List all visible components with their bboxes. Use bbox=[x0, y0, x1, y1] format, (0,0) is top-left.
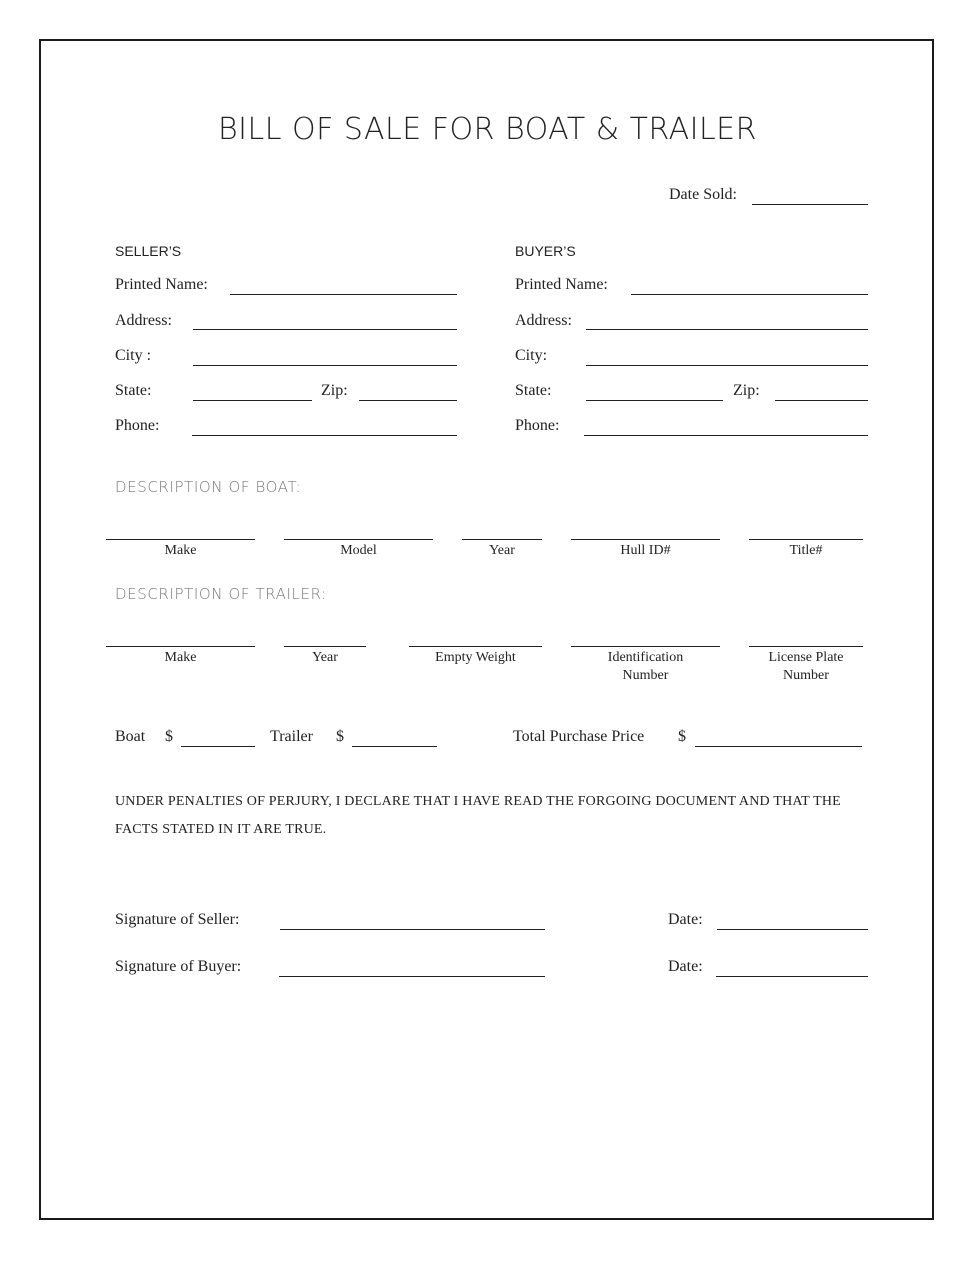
boat-year-field[interactable] bbox=[462, 539, 542, 540]
seller-phone-field[interactable] bbox=[192, 435, 457, 436]
buyer-signature-label: Signature of Buyer: bbox=[115, 958, 242, 975]
trailer-license-plate-field[interactable] bbox=[749, 646, 863, 647]
boat-price-field[interactable] bbox=[181, 746, 255, 747]
seller-heading: SELLER’S bbox=[115, 243, 182, 259]
buyer-signature-field[interactable] bbox=[279, 976, 545, 977]
trailer-empty-weight-caption: Empty Weight bbox=[435, 650, 516, 665]
buyer-date-label: Date: bbox=[668, 958, 703, 975]
trailer-price-field[interactable] bbox=[352, 746, 437, 747]
boat-model-field[interactable] bbox=[284, 539, 433, 540]
seller-zip-label: Zip: bbox=[321, 382, 348, 399]
boat-price-label: Boat bbox=[115, 728, 146, 745]
total-price-field[interactable] bbox=[695, 746, 862, 747]
seller-signature-field[interactable] bbox=[280, 929, 545, 930]
buyer-address-field[interactable] bbox=[586, 329, 868, 330]
buyer-state-label: State: bbox=[515, 382, 552, 399]
trailer-empty-weight-field[interactable] bbox=[409, 646, 542, 647]
trailer-price-label: Trailer bbox=[270, 728, 313, 745]
page-border bbox=[39, 39, 934, 1220]
buyer-address-label: Address: bbox=[515, 312, 572, 329]
trailer-license-plate-caption: License Plate Number bbox=[768, 650, 844, 683]
seller-city-label: City : bbox=[115, 347, 152, 364]
page-title: BILL OF SALE FOR BOAT & TRAILER bbox=[218, 112, 757, 147]
boat-description-heading: DESCRIPTION OF BOAT: bbox=[115, 478, 302, 496]
total-price-currency: $ bbox=[678, 728, 686, 745]
boat-price-currency: $ bbox=[165, 728, 173, 745]
buyer-phone-label: Phone: bbox=[515, 417, 560, 434]
seller-city-field[interactable] bbox=[193, 365, 457, 366]
boat-make-caption: Make bbox=[164, 543, 197, 558]
trailer-description-heading: DESCRIPTION OF TRAILER: bbox=[115, 585, 327, 603]
boat-title-caption: Title# bbox=[789, 543, 823, 558]
seller-zip-field[interactable] bbox=[359, 400, 457, 401]
seller-address-label: Address: bbox=[115, 312, 172, 329]
date-sold-field[interactable] bbox=[752, 204, 868, 205]
buyer-printed-name-label: Printed Name: bbox=[515, 276, 608, 293]
trailer-year-caption: Year bbox=[312, 650, 338, 665]
boat-hull-id-field[interactable] bbox=[571, 539, 720, 540]
trailer-identification-number-caption: Identification Number bbox=[607, 650, 684, 683]
buyer-zip-label: Zip: bbox=[733, 382, 760, 399]
trailer-price-currency: $ bbox=[336, 728, 344, 745]
total-price-label: Total Purchase Price bbox=[513, 728, 645, 745]
buyer-city-field[interactable] bbox=[586, 365, 868, 366]
boat-model-caption: Model bbox=[340, 543, 377, 558]
buyer-heading: BUYER’S bbox=[515, 243, 576, 259]
seller-address-field[interactable] bbox=[193, 329, 457, 330]
seller-printed-name-field[interactable] bbox=[230, 294, 457, 295]
seller-state-field[interactable] bbox=[193, 400, 312, 401]
trailer-identification-number-field[interactable] bbox=[571, 646, 720, 647]
boat-title-field[interactable] bbox=[749, 539, 863, 540]
seller-phone-label: Phone: bbox=[115, 417, 160, 434]
perjury-declaration: UNDER PENALTIES OF PERJURY, I DECLARE THAT I HAVE READ THE FORGOING DOCUMENT AND THAT THE FACTS STATED IN IT ARE TRUE. bbox=[115, 794, 841, 837]
buyer-phone-field[interactable] bbox=[584, 435, 868, 436]
boat-year-caption: Year bbox=[489, 543, 515, 558]
trailer-year-field[interactable] bbox=[284, 646, 366, 647]
buyer-city-label: City: bbox=[515, 347, 548, 364]
seller-signature-label: Signature of Seller: bbox=[115, 911, 240, 928]
seller-date-label: Date: bbox=[668, 911, 703, 928]
trailer-make-caption: Make bbox=[164, 650, 197, 665]
buyer-printed-name-field[interactable] bbox=[631, 294, 868, 295]
boat-hull-id-caption: Hull ID# bbox=[620, 543, 671, 558]
buyer-date-field[interactable] bbox=[716, 976, 868, 977]
buyer-zip-field[interactable] bbox=[775, 400, 868, 401]
buyer-state-field[interactable] bbox=[586, 400, 723, 401]
boat-make-field[interactable] bbox=[106, 539, 255, 540]
trailer-make-field[interactable] bbox=[106, 646, 255, 647]
seller-state-label: State: bbox=[115, 382, 152, 399]
date-sold-label: Date Sold: bbox=[669, 186, 737, 203]
seller-date-field[interactable] bbox=[717, 929, 868, 930]
seller-printed-name-label: Printed Name: bbox=[115, 276, 208, 293]
